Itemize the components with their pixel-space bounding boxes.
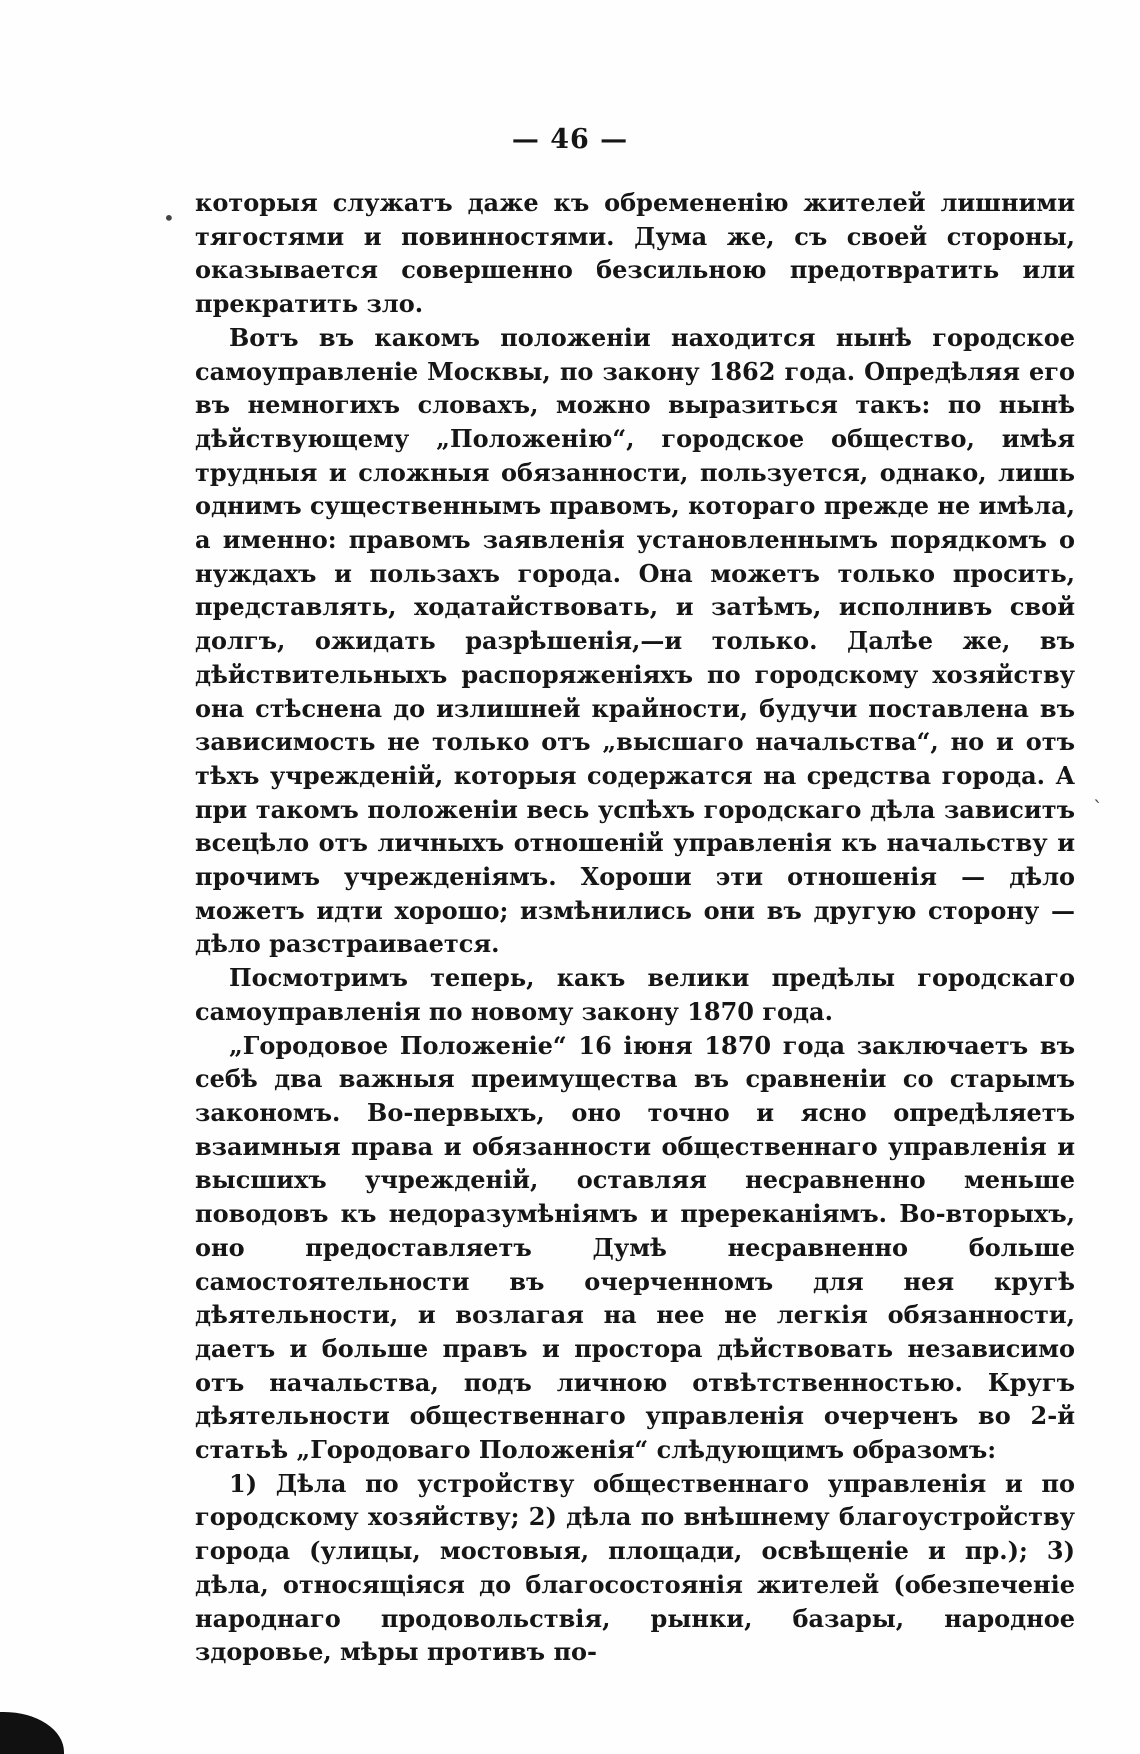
paragraph-moscow-1862: Вотъ въ какомъ положеніи находится нынѣ городское самоуправленіе Москвы, по закону 1862 года. Опредѣляя его въ немногихъ словахъ, можно выразиться такъ: по нынѣ дѣйствующему „Положенію“, городское общество, имѣя трудныя и сложныя обязанности, пользуется, однако, лишь однимъ существеннымъ правомъ, котораго прежде не имѣла, а именно: правомъ заявленія установленнымъ порядкомъ о нуждахъ и пользахъ города. Она можетъ только просить, представлять, ходатайствовать, и затѣмъ, исполнивъ свой долгъ, ожидать разрѣшенія,—и только. Далѣе же, въ дѣйствительныхъ распоряженіяхъ по городскому хозяйству она стѣснена до излишней крайности, будучи поставлена въ зависимость не только отъ „высшаго начальства“, но и отъ тѣхъ учрежденій, которыя содержатся на средства города. А при такомъ положеніи весь успѣхъ городскаго дѣла зависитъ всецѣло отъ личныхъ отношеній управленія къ начальству и прочимъ учрежденіямъ. Хороши эти отношенія — дѣло можетъ идти хорошо; измѣнились они въ другую сторону — дѣло разстраивается. <box>195 322 1075 959</box>
margin-mark: ` <box>1093 796 1103 820</box>
page-number: — 46 — <box>511 124 629 155</box>
body-text <box>195 186 1075 1669</box>
margin-mark: • <box>163 206 175 230</box>
paragraph-1870-limits: Посмотримъ теперь, какъ велики предѣлы городскаго самоуправленія по новому закону 1870 года. <box>195 963 1075 1026</box>
paragraph-continuation: которыя служатъ даже къ обремененію жителей лишними тягостями и повинностями. Дума же, съ своей стороны, оказывается совершенно безсильною предотвратить или прекратить зло. <box>195 188 1075 319</box>
paragraph-list-of-affairs: 1) Дѣла по устройству общественнаго управленія и по городскому хозяйству; 2) дѣла по внѣшнему благоустройству города (улицы, мостовыя, площади, освѣщеніе и пр.); 3) дѣла, относящіяся до благосостоянія жителей (обезпеченіе народнаго продовольствія, рынки, базары, народное здоровье, мѣры противъ по- <box>195 1468 1075 1667</box>
paragraph-gorodovoe-polozhenie: „Городовое Положеніе“ 16 іюня 1870 года заключаетъ въ себѣ два важныя преимущества въ сравненіи со старымъ закономъ. Во-первыхъ, оно точно и ясно опредѣляетъ взаимныя права и обязанности общественнаго управленія и высшихъ учрежденій, оставляя несравненно меньше поводовъ къ недоразумѣніямъ и пререканіямъ. Во-вторыхъ, оно предоставляетъ Думѣ несравненно больше самостоятельности въ очерченномъ для нея кругѣ дѣятельности, и возлагая на нее не легкія обязанности, даетъ и больше правъ и простора дѣйствовать независимо отъ начальства, подъ личною отвѣтственностью. Кругъ дѣятельности общественнаго управленія очерченъ во 2-й статьѣ „Городоваго Положенія“ слѣдующимъ образомъ: <box>195 1030 1075 1465</box>
scan-blot <box>0 1712 64 1754</box>
